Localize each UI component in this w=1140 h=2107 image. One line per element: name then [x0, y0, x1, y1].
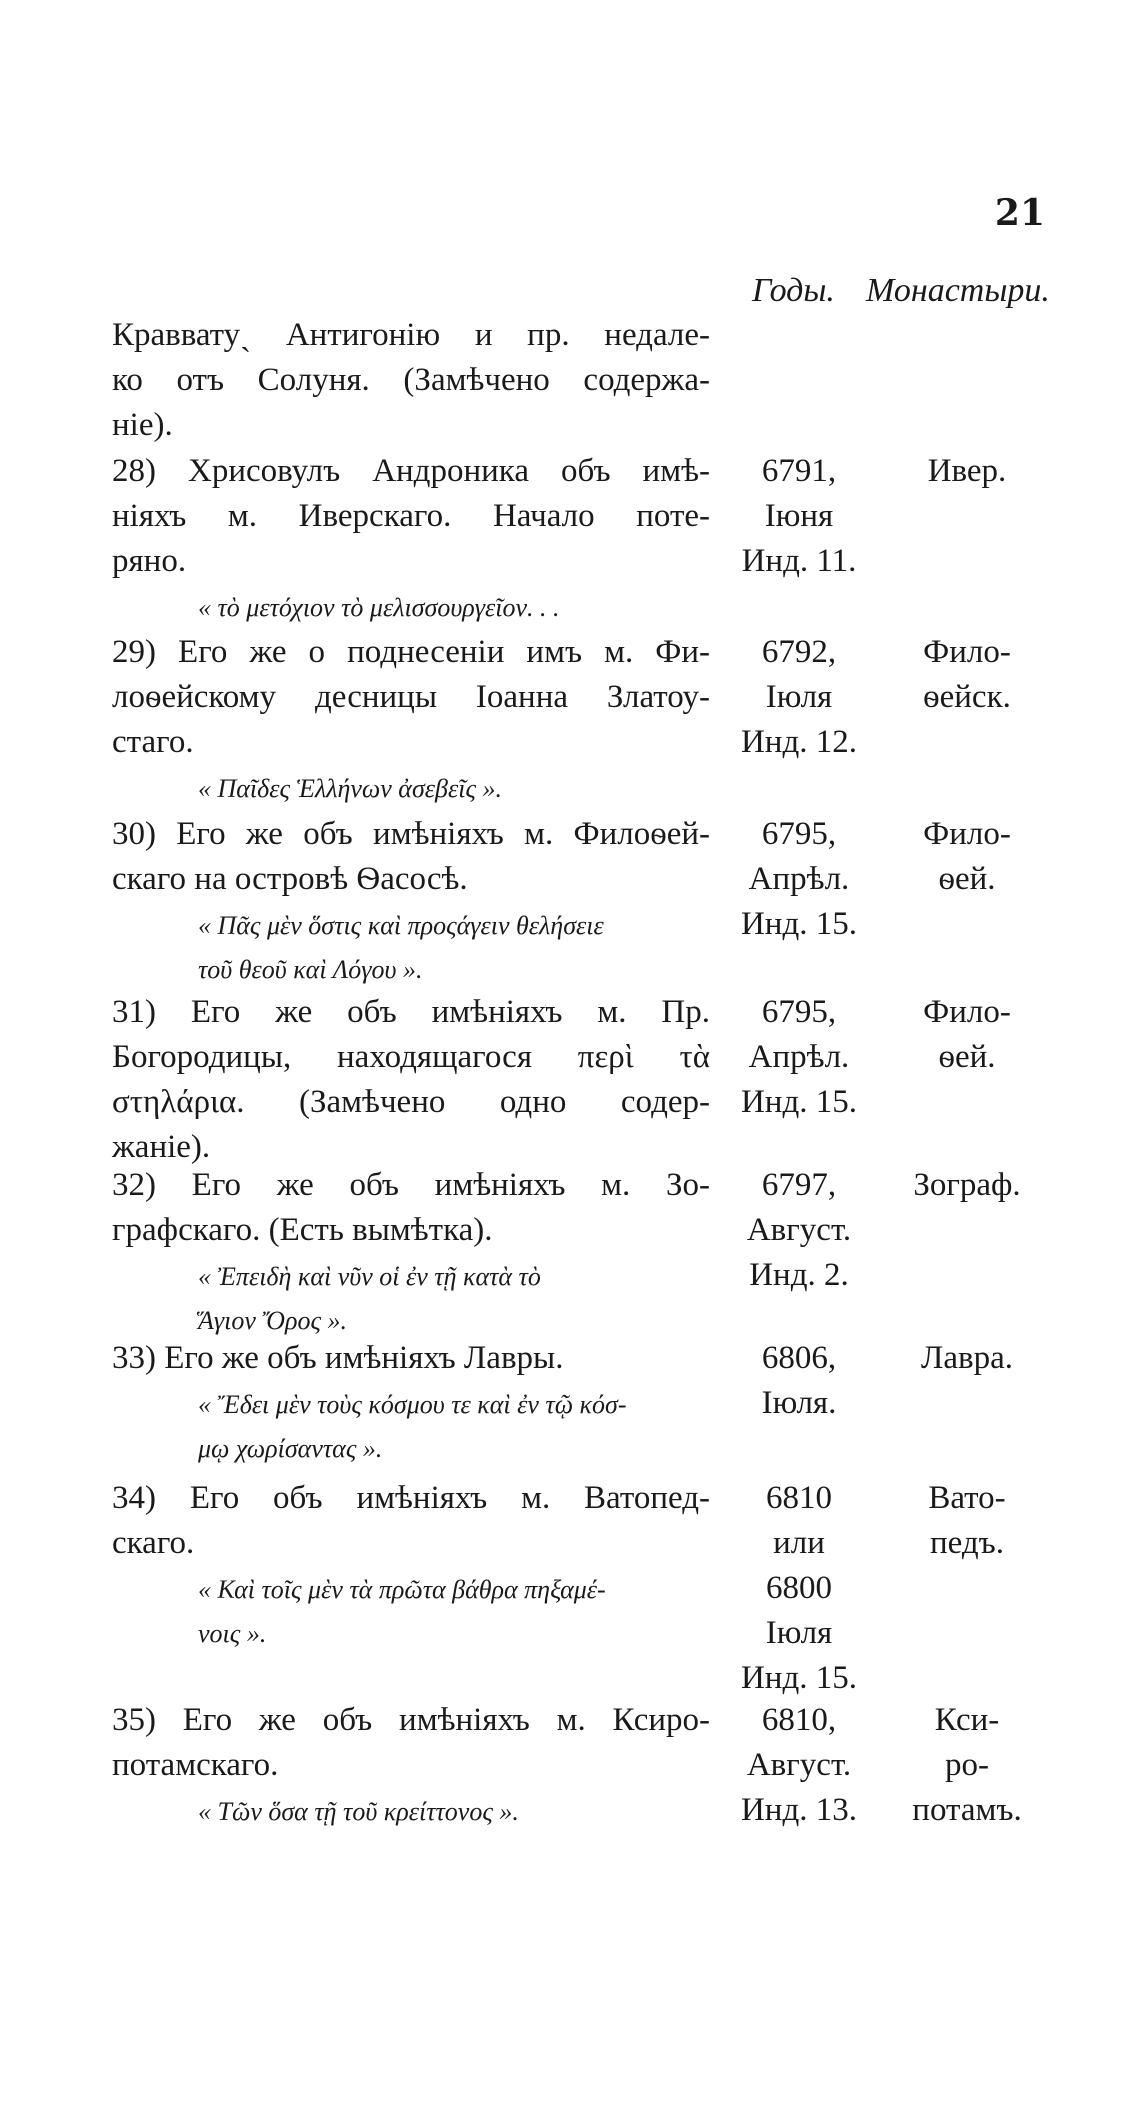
entry-text: [112, 990, 710, 1170]
entry-monastery: [892, 990, 1042, 1080]
year-line: Август.: [746, 1212, 852, 1248]
entry-line: потамскаго.: [112, 1747, 279, 1783]
year-line: Іюля: [765, 679, 833, 715]
entry-year: [724, 1163, 874, 1298]
greek-incipit: « τὸ μετόχιον τὸ μελισσουργεῖον. . .: [198, 593, 560, 622]
entry-text: [112, 1476, 710, 1656]
year-line: Инд. 15.: [740, 1660, 858, 1696]
entry-line: 32) Его же объ имѣніяхъ м. Зо-: [112, 1167, 710, 1203]
entry-line: 29) Его же о поднесеніи имъ м. Фи-: [112, 634, 710, 670]
entry-line: графскаго. (Есть вымѣтка).: [112, 1212, 493, 1248]
year-line: 6792,: [761, 634, 837, 670]
year-line: Апрѣл.: [748, 861, 850, 897]
entry-text: [112, 449, 710, 630]
year-line: 6797,: [761, 1167, 837, 1203]
entry-monastery: [892, 1336, 1042, 1381]
monastery-line: Зограф.: [913, 1167, 1021, 1203]
entry-year: [724, 1698, 874, 1833]
entry-line: стаго.: [112, 724, 194, 760]
entry-line: скаго на островѣ Ѳасосѣ.: [112, 861, 468, 897]
year-line: Іюля: [765, 1615, 833, 1651]
year-line: Іюня: [764, 498, 834, 534]
monastery-line: ѳейск.: [923, 679, 1011, 715]
year-line: Инд. 13.: [740, 1792, 858, 1828]
year-line: 6791,: [761, 453, 837, 489]
entry-year: [724, 1476, 874, 1701]
entry-line: лоѳейскому десницы Іоанна Златоу-: [112, 679, 710, 715]
greek-incipit: τοῦ θεοῦ καὶ Λόγου ».: [198, 955, 423, 984]
monastery-line: Вато-: [928, 1480, 1006, 1516]
entry-line: ряно.: [112, 543, 187, 579]
greek-incipit: « Καὶ τοῖς μὲν τὰ πρῶτα βάθρα πηξαμέ-: [198, 1575, 606, 1604]
column-header-years: Годы.: [752, 272, 835, 309]
year-line: 6800: [766, 1570, 832, 1606]
entry-line: στηλάρια. (Замѣчено одно содер-: [112, 1084, 710, 1120]
year-line: Инд. 2.: [749, 1257, 849, 1293]
entry-line: Кравватуˏ Антигонію и пр. недале-: [112, 317, 710, 353]
entry-monastery: [892, 1476, 1042, 1566]
entry-monastery: [892, 1163, 1042, 1208]
greek-incipit: « Πᾶς μὲν ὅστις καὶ προςάγειν θελήσειε: [198, 911, 604, 940]
year-line: Инд. 12.: [740, 724, 858, 760]
entry-monastery: [892, 1698, 1042, 1833]
monastery-line: Фило-: [923, 994, 1011, 1030]
monastery-line: педъ.: [930, 1525, 1004, 1561]
entry-line: 30) Его же объ имѣніяхъ м. Филоѳей-: [112, 816, 710, 852]
greek-incipit: μῳ χωρίσαντας ».: [198, 1434, 383, 1463]
entry-monastery: [892, 812, 1042, 902]
monastery-line: Кси-: [934, 1702, 1000, 1738]
monastery-line: ро-: [945, 1747, 989, 1783]
monastery-line: потамъ.: [912, 1792, 1022, 1828]
entry-line: скаго.: [112, 1525, 195, 1561]
year-line: 6806,: [761, 1340, 837, 1376]
greek-incipit: « Παῖδες Ἑλλήνων ἀσεβεῖς ».: [198, 774, 502, 803]
monastery-line: Ивер.: [927, 453, 1007, 489]
entry-line: ніяхъ м. Иверскаго. Начало поте-: [112, 498, 710, 534]
year-line: 6795,: [761, 994, 837, 1030]
year-line: 6810,: [761, 1702, 837, 1738]
entry-line: 34) Его объ имѣніяхъ м. Ватопед-: [112, 1480, 710, 1516]
entry-year: [724, 630, 874, 765]
entry-line: ніе).: [112, 407, 173, 443]
column-header-monasteries: Монастыри.: [866, 272, 1050, 309]
year-line: 6795,: [761, 816, 837, 852]
year-line: или: [773, 1525, 825, 1561]
greek-incipit: « Ἐπειδὴ καὶ νῦν οἱ ἐν τῇ κατὰ τὸ: [198, 1262, 541, 1291]
entry-year: [724, 449, 874, 584]
entry-monastery: [892, 449, 1042, 494]
entry-monastery: [892, 630, 1042, 720]
greek-incipit: « Ἔδει μὲν τοὺς κόσμου τε καὶ ἐν τῷ κόσ-: [198, 1390, 627, 1419]
entry-line: ко отъ Солуня. (Замѣчено содержа-: [112, 362, 710, 398]
entry-text: [112, 1336, 710, 1471]
entry-line: 28) Хрисовулъ Андроника объ имѣ-: [112, 453, 710, 489]
entry-line: жаніе).: [112, 1129, 211, 1165]
year-line: Инд. 15.: [740, 1084, 858, 1120]
year-line: Август.: [746, 1747, 852, 1783]
greek-incipit: νοις ».: [198, 1619, 267, 1648]
entry-text: [112, 1698, 710, 1834]
entry-line: Богородицы, находящагося περὶ τὰ: [112, 1039, 710, 1075]
entry-text: [112, 1163, 710, 1343]
greek-incipit: Ἅγιον Ὄρος ».: [198, 1306, 348, 1335]
entry-text: [112, 812, 710, 992]
entry-year: [724, 1336, 874, 1426]
greek-incipit: « Τῶν ὅσα τῇ τοῦ κρείττονος ».: [198, 1797, 519, 1826]
monastery-line: ѳей.: [938, 861, 996, 897]
entry-line: 31) Его же объ имѣніяхъ м. Пр.: [112, 994, 710, 1030]
year-line: 6810: [766, 1480, 832, 1516]
entry-text: [112, 313, 710, 448]
year-line: Апрѣл.: [748, 1039, 850, 1075]
year-line: Инд. 15.: [740, 906, 858, 942]
entry-year: [724, 990, 874, 1125]
monastery-line: Фило-: [923, 634, 1011, 670]
entry-year: [724, 812, 874, 947]
entry-text: [112, 630, 710, 811]
year-line: Іюля.: [761, 1385, 837, 1421]
page-number: 21: [994, 192, 1045, 234]
entry-line: 35) Его же объ имѣніяхъ м. Ксиро-: [112, 1702, 710, 1738]
monastery-line: ѳей.: [938, 1039, 996, 1075]
entry-line: 33) Его же объ имѣніяхъ Лавры.: [112, 1340, 564, 1376]
monastery-line: Фило-: [923, 816, 1011, 852]
year-line: Инд. 11.: [741, 543, 857, 579]
monastery-line: Лавра.: [920, 1340, 1013, 1376]
